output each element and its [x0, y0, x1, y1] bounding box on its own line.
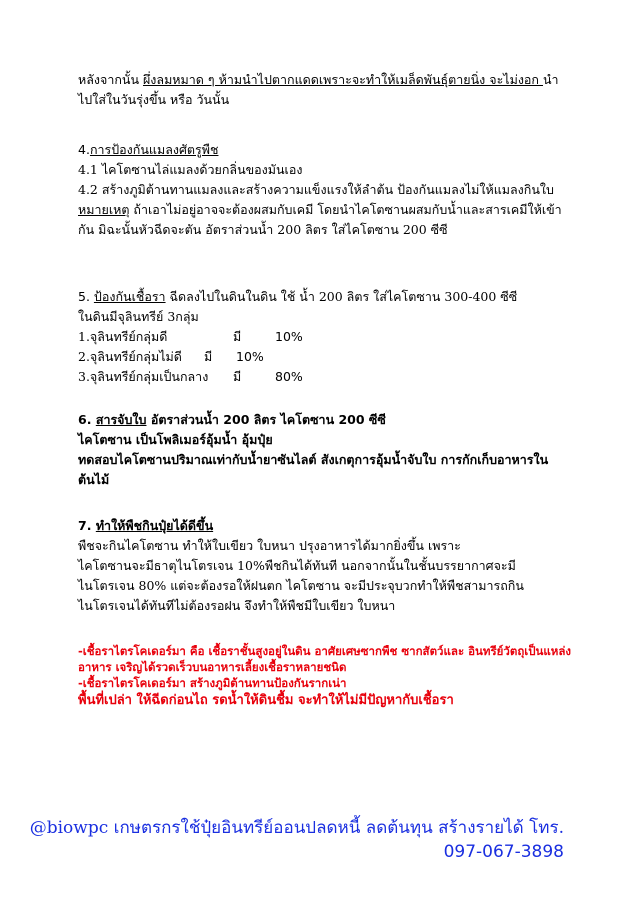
section-4-title: การป้องกันแมลงศัตรูพืช — [89, 142, 219, 157]
microbe-group-label: 1.จุลินทรีย์กลุ่มดี — [78, 329, 168, 344]
section-7-number: 7. — [78, 518, 96, 533]
note-line-4: พื้นที่เปล่า ให้ฉีดก่อนไถ รดน้ำให้ดินชื้ม จะทำให้ไม่มีปัญหากับเชื้อรา — [78, 693, 454, 708]
section-7-line-4: ไนโตรเจนได้ทันทีไม่ต้องรอฝน จึงทำให้พืชมีใบเขียว ใบหนา — [78, 598, 396, 613]
footer-phone: 097-067-3898 — [443, 842, 564, 862]
microbe-group-has: มี — [233, 369, 242, 384]
section-5-title: ป้องกันเชื้อรา — [93, 289, 166, 304]
microbe-group-row — [78, 327, 566, 347]
microbe-group-percent: 10% — [275, 329, 303, 344]
footer-contact — [30, 816, 564, 864]
section-4 — [78, 140, 566, 240]
intro-text-end: นำ — [542, 72, 559, 87]
section-4-note-label: หมายเหตุ — [78, 202, 130, 217]
section-6-text: อัตราส่วนน้ำ 200 ลิตร ไคโตซาน 200 ซีซี — [146, 412, 386, 427]
section-6-title: สารจับใบ — [95, 412, 147, 427]
microbe-group-percent: 10% — [236, 349, 264, 364]
section-6 — [78, 410, 566, 490]
intro-text: หลังจากนั้น — [78, 72, 143, 87]
microbe-group-has: มี — [204, 349, 213, 364]
intro-underlined-text: ผึ่งลมหมาด ๆ ห้ามนำไปตากแดดเพราะจะทำให้เมล็ดพันธุ์ตายนิ่ง จะไม่งอก — [142, 72, 543, 87]
footer-line-1: @biowpc เกษตรกรใช้ปุ๋ยอินทรีย์ออนปลดหนี้ ลดต้นทุน สร้างรายได้ โทร. — [29, 818, 564, 838]
microbe-group-percent: 80% — [275, 369, 303, 384]
section-5 — [78, 287, 566, 387]
microbe-group-has: มี — [233, 329, 242, 344]
note-line-2: อาหาร เจริญได้รวดเร็วบนอาหารเลี้ยงเชื้อราหลายชนิด — [78, 660, 347, 674]
note-line-3: -เชื้อราไตรโคเดอร์มา สร้างภูมิต้านทานป้องกันรากเน่า — [78, 676, 347, 690]
section-7-line-1: พืชจะกินไคโตซาน ทำให้ใบเขียว ใบหนา ปรุงอาหารได้มากยิ่งขึ้น เพราะ — [78, 538, 461, 553]
microbe-group-row — [78, 347, 566, 367]
microbe-group-label: 3.จุลินทรีย์กลุ่มเป็นกลาง — [78, 369, 209, 384]
section-6-number: 6. — [78, 412, 96, 427]
section-4-number: 4. — [78, 142, 90, 157]
section-5-number: 5. — [78, 289, 94, 304]
section-4-note-line-2: กัน มิฉะนั้นหัวฉีดจะตัน อัตราส่วนน้ำ 200 ลิตร ใส่ไคโตซาน 200 ซีซี — [78, 222, 448, 237]
section-6-line-2: ไคโตซาน เป็นโพลิเมอร์อุ้มน้ำ อุ้มปุ๋ย — [78, 432, 273, 447]
section-4-item-2: 4.2 สร้างภูมิต้านทานแมลงและสร้างความแข็งแรงให้ลำต้น ป้องกันแมลงไม่ให้แมลงกินใบ — [78, 182, 554, 197]
section-4-item-1: 4.1 ไคโตซานไล่แมลงด้วยกลิ่นของมันเอง — [78, 162, 303, 177]
section-6-line-3: ทดสอบไคโตซานปริมาณเท่ากับน้ำยาซันไลต์ สังเกตุการอุ้มน้ำจับใบ การกักเก็บอาหารใน — [78, 452, 549, 467]
microbe-group-label: 2.จุลินทรีย์กลุ่มไม่ดี — [78, 349, 182, 364]
intro-line-2: ไปใส่ในวันรุ่งขึ้น หรือ วันนั้น — [78, 92, 230, 107]
section-7 — [78, 516, 566, 616]
section-7-line-3: ไนโตรเจน 80% แต่จะต้องรอให้ฝนตก ไคโตซาน จะมีประจุบวกทำให้พืชสามารถกิน — [78, 578, 524, 593]
section-4-note-text: ถ้าเอาไม่อยู่อาจจะต้องผสมกับเคมี โดยนำไคโตซานผสมกับน้ำและสารเคมีให้เข้า — [129, 202, 562, 217]
section-5-line-2: ในดินมีจุลินทรีย์ 3กลุ่ม — [78, 309, 199, 324]
section-7-line-2: ไคโตซานจะมีธาตุไนโตรเจน 10%พืชกินได้ทันที นอกจากนั้นในชั้นบรรยากาศจะมี — [78, 558, 516, 573]
section-7-title: ทำให้พืชกินปุ๋ยได้ดีขึ้น — [95, 518, 214, 533]
trichoderma-notes — [78, 643, 572, 711]
intro-paragraph — [78, 70, 566, 110]
note-line-1: -เชื้อราไตรโคเดอร์มา คือ เชื้อราชั้นสูงอยู่ในดิน อาศัยเศษซากพืช ซากสัตว์และ อินทรีย์วัตถุเป็นแหล่ง — [78, 644, 572, 658]
section-5-text: ฉีดลงไปในดินในดิน ใช้ น้ำ 200 ลิตร ใส่ไคโตซาน 300-400 ซีซี — [165, 289, 518, 304]
section-6-line-4: ต้นไม้ — [78, 472, 110, 487]
microbe-group-row — [78, 367, 566, 387]
